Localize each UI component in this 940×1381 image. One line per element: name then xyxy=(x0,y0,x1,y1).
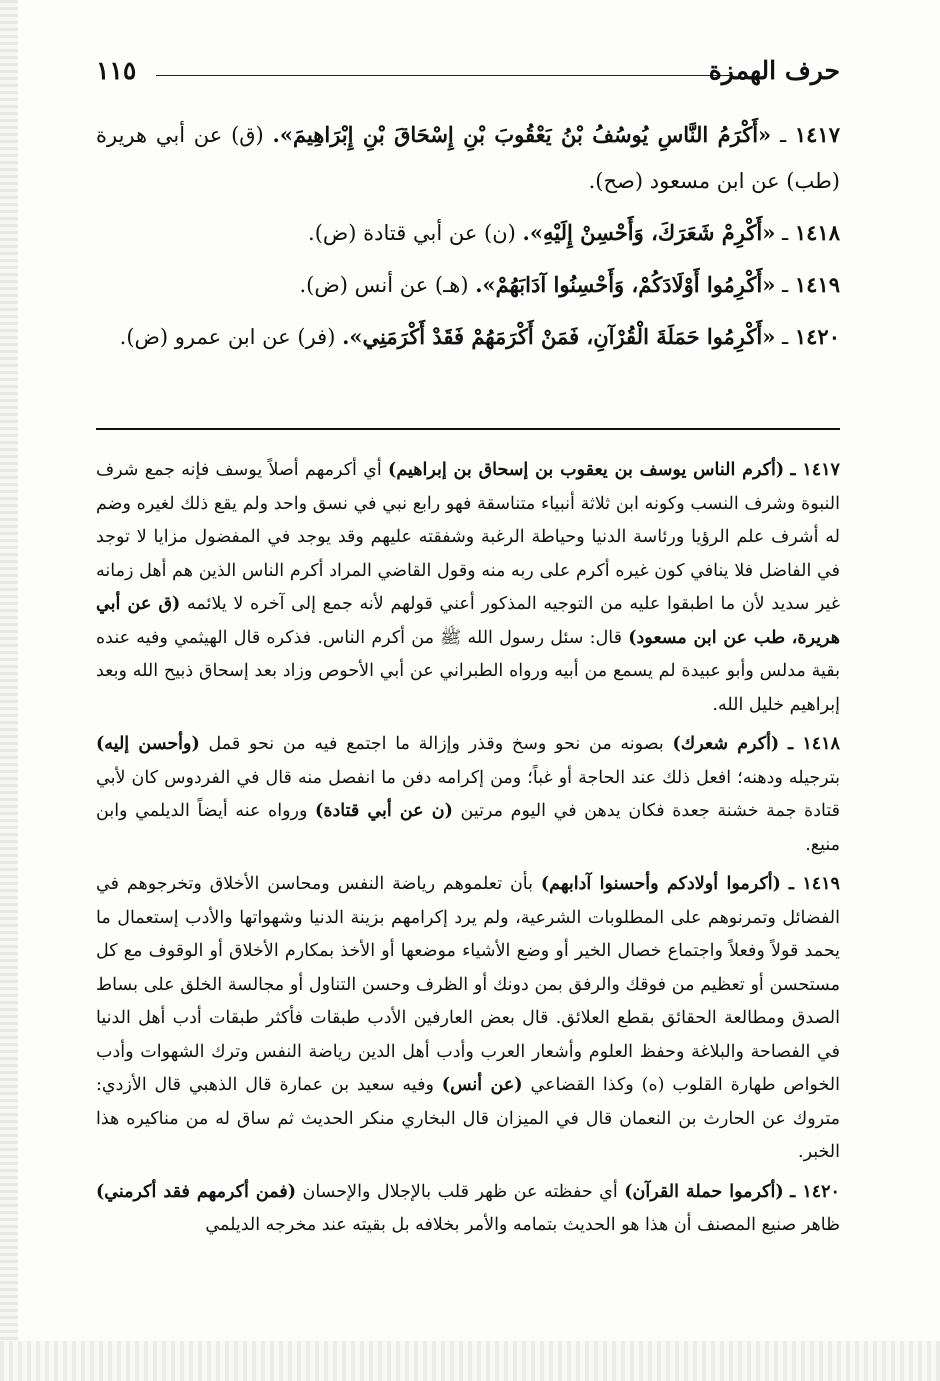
commentary-1420: ١٤٢٠ ـ (أكرموا حملة القرآن) أي حفظته عن ظهر قلب بالإجلال والإحسان (فمن أكرمهم فقد أكرمني) ظاهر صنيع المصنف أن هذا هو الحديث بتمامه والأمر بخلافه بل بقيته عند مخرجه الديلمي xyxy=(96,1181,840,1235)
scan-edge-left xyxy=(0,0,18,1381)
commentary xyxy=(96,454,840,1249)
hadith-1418: ١٤١٨ ـ «أَكْرِمْ شَعَرَكَ، وَأَحْسِنْ إِلَيْهِ». (ن) عن أبي قتادة (ض). xyxy=(308,220,840,245)
hadith-1419: ١٤١٩ ـ «أَكْرِمُوا أَوْلَادَكُمْ، وَأَحْسِنُوا آدَابَهُمْ». (هـ) عن أنس (ض). xyxy=(299,272,840,297)
hadith-1420: ١٤٢٠ ـ «أَكْرِمُوا حَمَلَةَ الْقُرْآنِ، فَمَنْ أَكْرَمَهُمْ فَقَدْ أَكْرَمَنِي». (فر) عن ابن عمرو (ض). xyxy=(119,324,840,349)
commentary-1418: ١٤١٨ ـ (أكرم شعرك) بصونه من نحو وسخ وقذر وإزالة ما اجتمع فيه من نحو قمل (وأحسن إليه) بترجيله ودهنه؛ افعل ذلك عند الحاجة أو غباً؛ ومن إكرامه دفن ما انفصل منه قال في الفردوس كان لأبي قتادة جمة خشنة جعدة فكان يدهن في اليوم مرتين (ن عن أبي قتادة) ورواه عنه أيضاً الديلمي وابن منيع. xyxy=(96,734,840,855)
commentary-1419: ١٤١٩ ـ (أكرموا أولادكم وأحسنوا آدابهم) بأن تعلموهم رياضة النفس ومحاسن الأخلاق وتخرجوهم في الفضائل وتمرنوهم على المطلوبات الشرعية، ولم يرد إكرامهم بزينة الدنيا وشهواتها والأدب إستعمال ما يحمد قولاً وفعلاً واجتماع خصال الخير أو وضع الأشياء موضعها أو الأخذ بمكارم الأخلاق أو الوقوف مع كل مستحسن أو تعظيم من فوقك والرفق بمن دونك أو الظرف وحسن التناول أو مجالسة الخلق على بساط الصدق ومطالعة الحقائق بقطع العلائق. قال بعض العارفين الأدب طبقات فأكثر طبقات أدب أهل الدنيا في الفصاحة والبلاغة وحفظ العلوم وأشعار العرب وأدب أهل الدين رياضة النفس وترك الشهوات وأدب الخواص طهارة القلوب (ه) وكذا القضاعي (عن أنس) وفيه سعيد بن عمارة قال الذهبي قال الأزدي: متروك عن الحارث بن النعمان قال في الميزان قال البخاري منكر الحديث ثم ساق له من مناكيره هذا الخبر. xyxy=(96,874,840,1162)
header-rule xyxy=(156,75,730,76)
commentary-1417: ١٤١٧ ـ (أكرم الناس يوسف بن يعقوب بن إسحاق بن إبراهيم) أي أكرمهم أصلاً يوسف فإنه جمع شرف النبوة وشرف النسب وكونه ابن ثلاثة أنبياء متناسقة فهو رابع نبي في نسق واحد ولم يقع ذلك لغيره وضم له أشرف علم الرؤيا ورئاسة الدنيا وحياطة الرغبة وشفقته عليهم وقد يوجد في المفضول مزايا لا توجد في الفاضل فلا ينافي كون غيره أكرم على ربه منه وقول القاضي المراد أكرم الناس الذين هم أهل زمانه غير سديد لأن ما اطبقوا عليه من التوجيه المذكور أعني قولهم لأنه جمع إلى آخره لا يلائمه (ق عن أبي هريرة، طب عن ابن مسعود) قال: سئل رسول الله ﷺ من أكرم الناس. فذكره قال الهيثمي وفيه عنده بقية مدلس وأبو عبيدة لم يسمع من أبيه ورواه الطبراني عن أبي الأحوص وزاد بعد إسحاق ذبيح الله وبعد إبراهيم خليل الله. xyxy=(96,460,840,715)
page-header xyxy=(96,56,840,92)
hadith-1417: ١٤١٧ ـ «أَكْرَمُ النَّاسِ يُوسُفُ بْنُ يَعْقُوبَ بْنِ إِسْحَاقَ بْنِ إِبْرَاهِيمَ». (ق) عن أبي هريرة (طب) عن ابن مسعود (صح). xyxy=(96,122,840,193)
page-number: ١١٥ xyxy=(96,56,137,85)
scan-edge-bottom xyxy=(0,1341,940,1381)
section-divider xyxy=(96,428,840,430)
hadith-list xyxy=(96,112,840,366)
running-title: حرف الهمزة xyxy=(708,56,840,85)
